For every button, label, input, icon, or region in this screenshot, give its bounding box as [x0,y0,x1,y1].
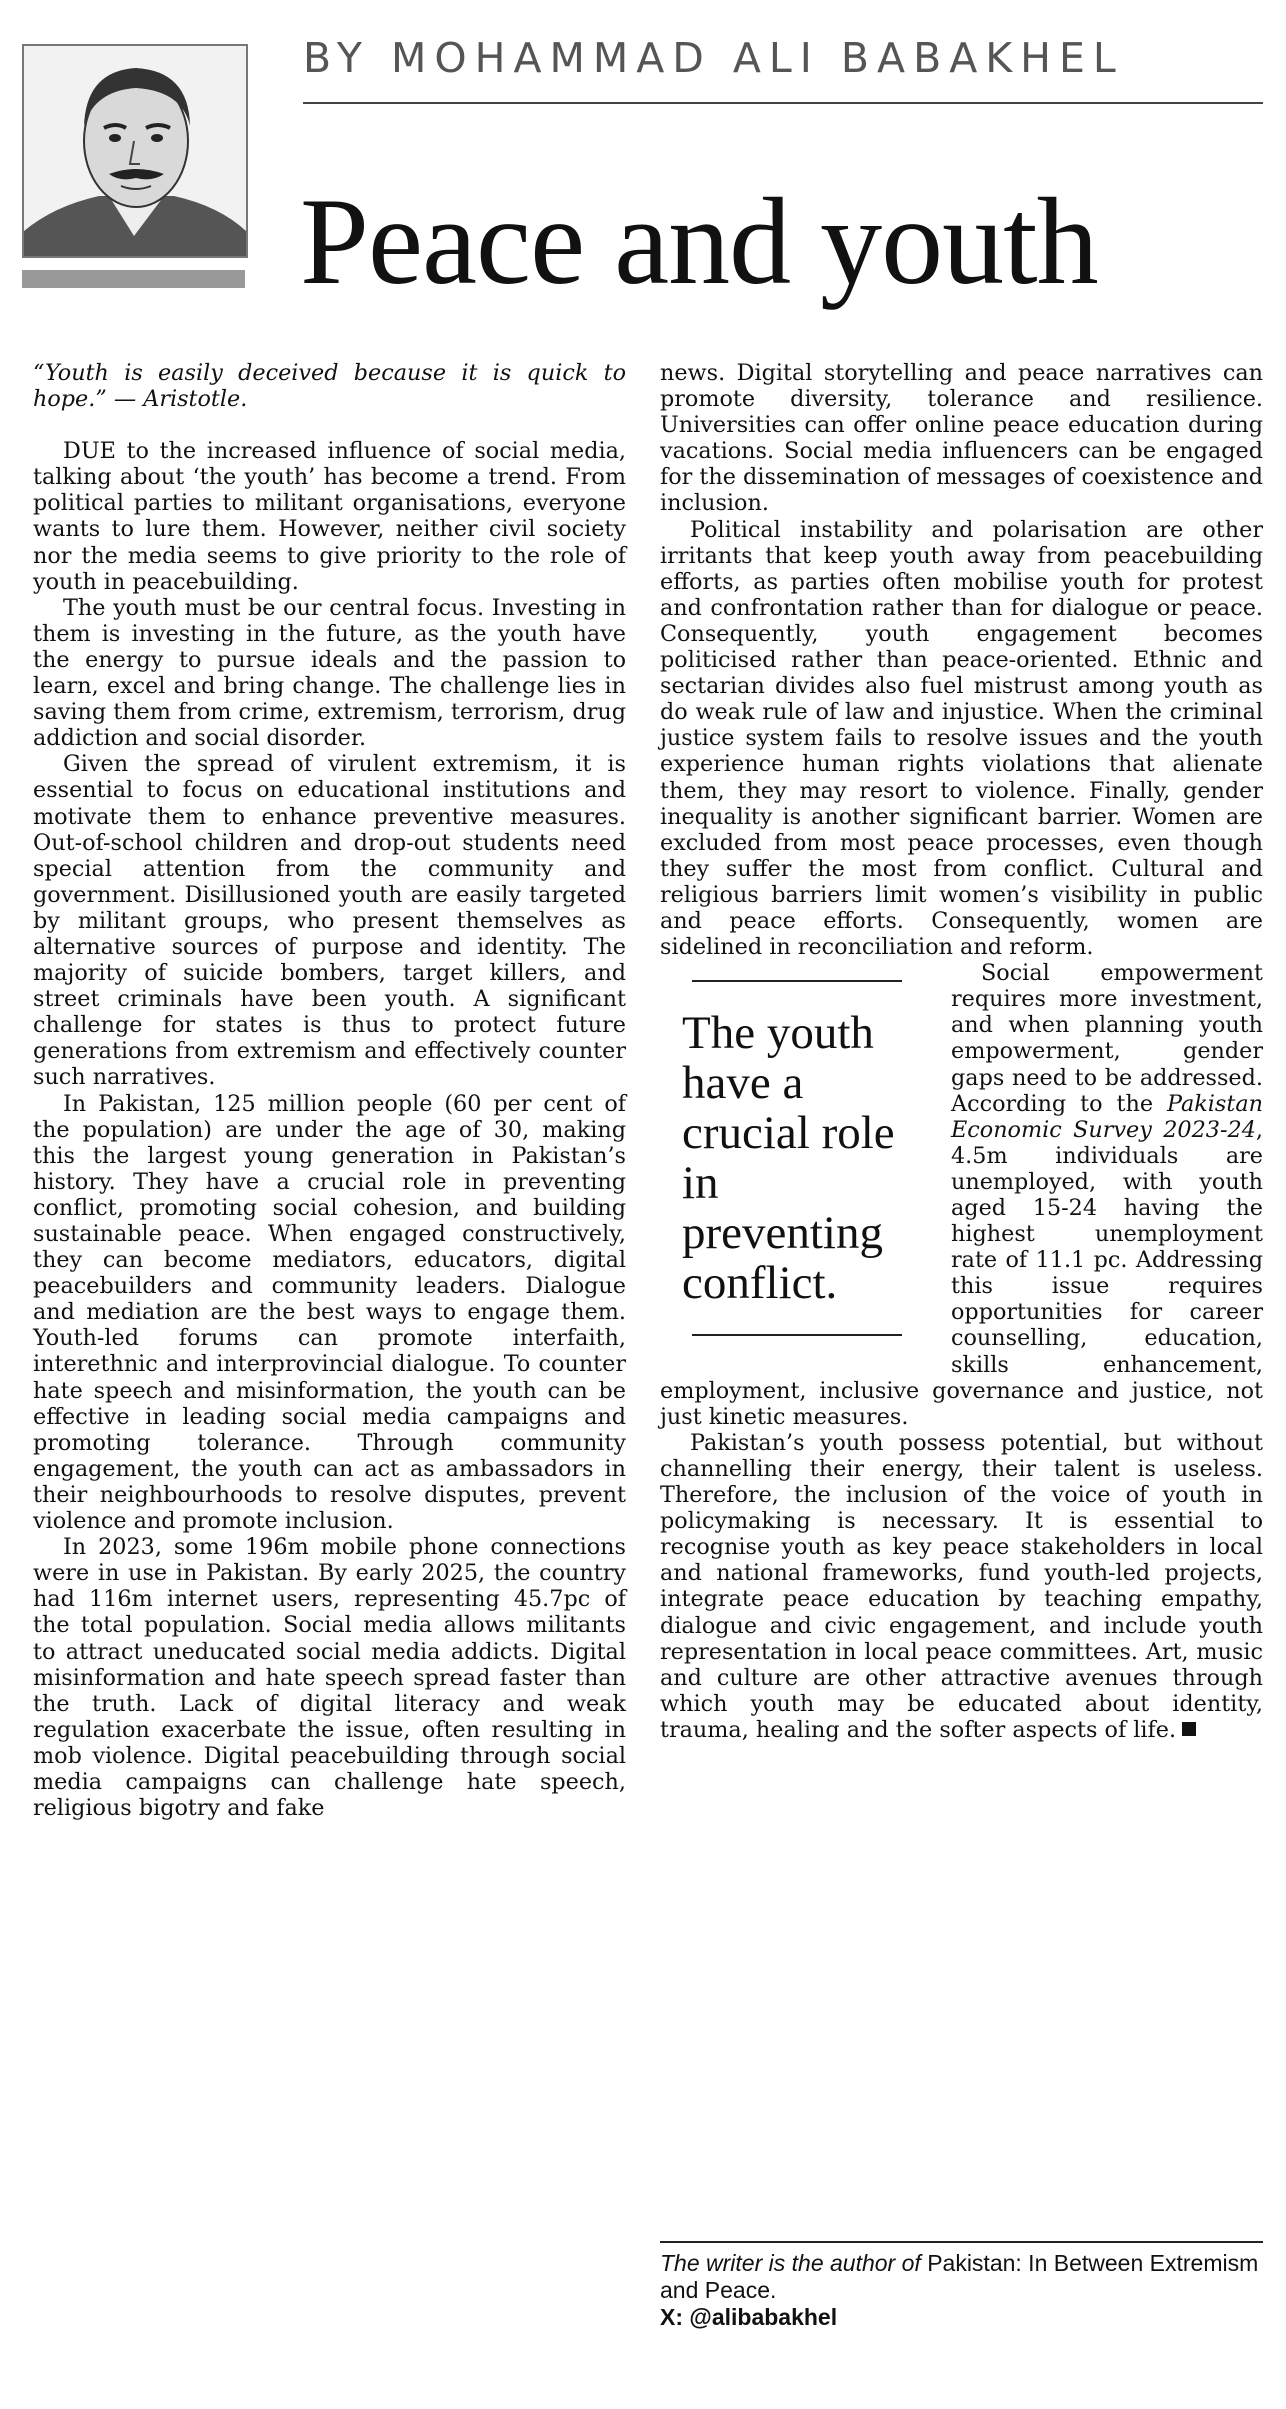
page-title: Peace and youth [300,173,1098,310]
paragraph-text: Pakistan’s youth possess potential, but without channelling their energy, their talent is useless. Therefore, the inclusion of the voice of youth in policymaking is necessary. It is essential to recognise youth as key peace stakeholders in local and national frameworks, fund youth-led projects, integrate peace education by teaching empathy, dialogue and civic engagement, and include youth representation in local peace committees. Art, music and culture are other attractive avenues through which youth may be educated about identity, trauma, healing and the softer aspects of life. [660,1429,1263,1743]
paragraph: The youth must be our central focus. Investing in them is investing in the future, as the youth have the energy to pursue ideals and the passion to learn, excel and bring change. The challenge lies in saving them from crime, extremism, terrorism, drug addiction and social disorder. [33,594,626,752]
author-portrait-drawing [24,46,246,256]
survey-title: Pakistan Economic Survey 2023-24 [951,1090,1263,1143]
epigraph: “Youth is easily deceived because it is quick to hope.” — Aristotle. [33,360,626,413]
paragraph-text: Political instability and polarisation are other irritants that keep youth away from peacebuilding efforts, as parties often mobilise youth for protest and confrontation rather than for dialogue or peace. Consequently, youth engagement becomes politicised rather than peace-oriented. Ethnic and sectarian divides also fuel mistrust among youth as do weak rule of law and injustice. When the criminal justice system fails to resolve issues and the youth experience human rights violations that alienate them, they may resort to violence. Finally, gender inequality is another significant barrier. Women are excluded from most peace processes, even though they suffer the most from conflict. Cultural and religious barriers limit women’s visibility in public and peace efforts. Consequently, women are sidelined in reconciliation and reform. [660,516,1263,961]
portrait-grey-bar [22,270,245,288]
header-rule [303,102,1263,104]
paragraph-continued: news. Digital storytelling and peace narratives can promote diversity, tolerance and resilience. Universities can offer online peace education during vacations. Social media influencers can be engaged for the dissemination of messages of coexistence and inclusion. [660,360,1263,517]
pull-quote-text: The youth have a crucial role in preventing conflict. [682,1007,895,1310]
author-book-title: Pakistan: In Between Extremism and Peace. [660,2250,1259,2303]
paragraph: Given the spread of virulent extremism, it is essential to focus on educational institutions and motivate them to enhance preventive measures. Out-of-school children and drop-out students need special attention from the community and government. Disillusioned youth are easily targeted by militant groups, who present themselves as alternative sources of purpose and identity. The majority of suicide bombers, target killers, and street criminals have been youth. A significant challenge for states is thus to protect future generations from extremism and effectively counter such narratives. [33,751,626,1091]
paragraph [660,1430,1263,1743]
author-note [660,2250,1260,2331]
pull-quote-bottom-rule [692,1334,902,1336]
paragraph: In Pakistan, 125 million people (60 per cent of the population) are under the age of 30, making this the largest young generation in Pakistan’s history. They have a crucial role in preventing conflict, promoting social cohesion, and building sustainable peace. When engaged constructively, they can become mediators, educators, digital peacebuilders and community leaders. Dialogue and mediation are the best ways to engage them. Youth-led forums can promote interfaith, interethnic and interprovincial dialogue. To counter hate speech and misinformation, the youth can be effective in leading social media campaigns and promoting tolerance. Through community engagement, the youth can act as ambassadors in their neighbourhoods to resolve disputes, prevent violence and promote inclusion. [33,1090,626,1535]
column-left [33,360,626,1821]
footer-rule [660,2241,1263,2243]
paragraph: In 2023, some 196m mobile phone connections were in use in Pakistan. By early 2025, the country had 116m internet users, representing 45.7pc of the total population. Social media allows militants to attract uneducated social media addicts. Digital misinformation and hate speech spread faster than the truth. Lack of digital literacy and weak regulation exacerbate the issue, often resulting in mob violence. Digital peacebuilding through social media campaigns can challenge hate speech, religious bigotry and fake [33,1534,626,1822]
author-note-lead: The writer is the author of [660,2250,928,2276]
author-portrait [22,44,248,258]
paragraph-text: , 4.5m individuals are unemployed, with youth aged 15-24 having the highest unemployment rate of 11.1 pc. Addressing this issue requires opportunities for career counselling, education, skills enhancement, employment, inclusive governance and justice, not just kinetic measures. [660,1116,1263,1430]
paragraph [660,517,1263,961]
end-mark [1182,1722,1196,1736]
author-social-handle: X: @alibabakhel [660,2304,838,2330]
paragraph-text: Social empowerment requires more investment, and when planning youth empowerment, gender gaps need to be addressed. According to the [951,960,1263,1117]
pull-quote [660,966,925,1350]
byline: BY MOHAMMAD ALI BABAKHEL [303,34,1124,82]
column-right [660,360,1263,1743]
paragraph: DUE to the increased influence of social media, talking about ‘the youth’ has become a trend. From political parties to militant organisations, everyone wants to lure them. However, neither civil society nor the media seems to give priority to the role of youth in peacebuilding. [33,438,626,595]
